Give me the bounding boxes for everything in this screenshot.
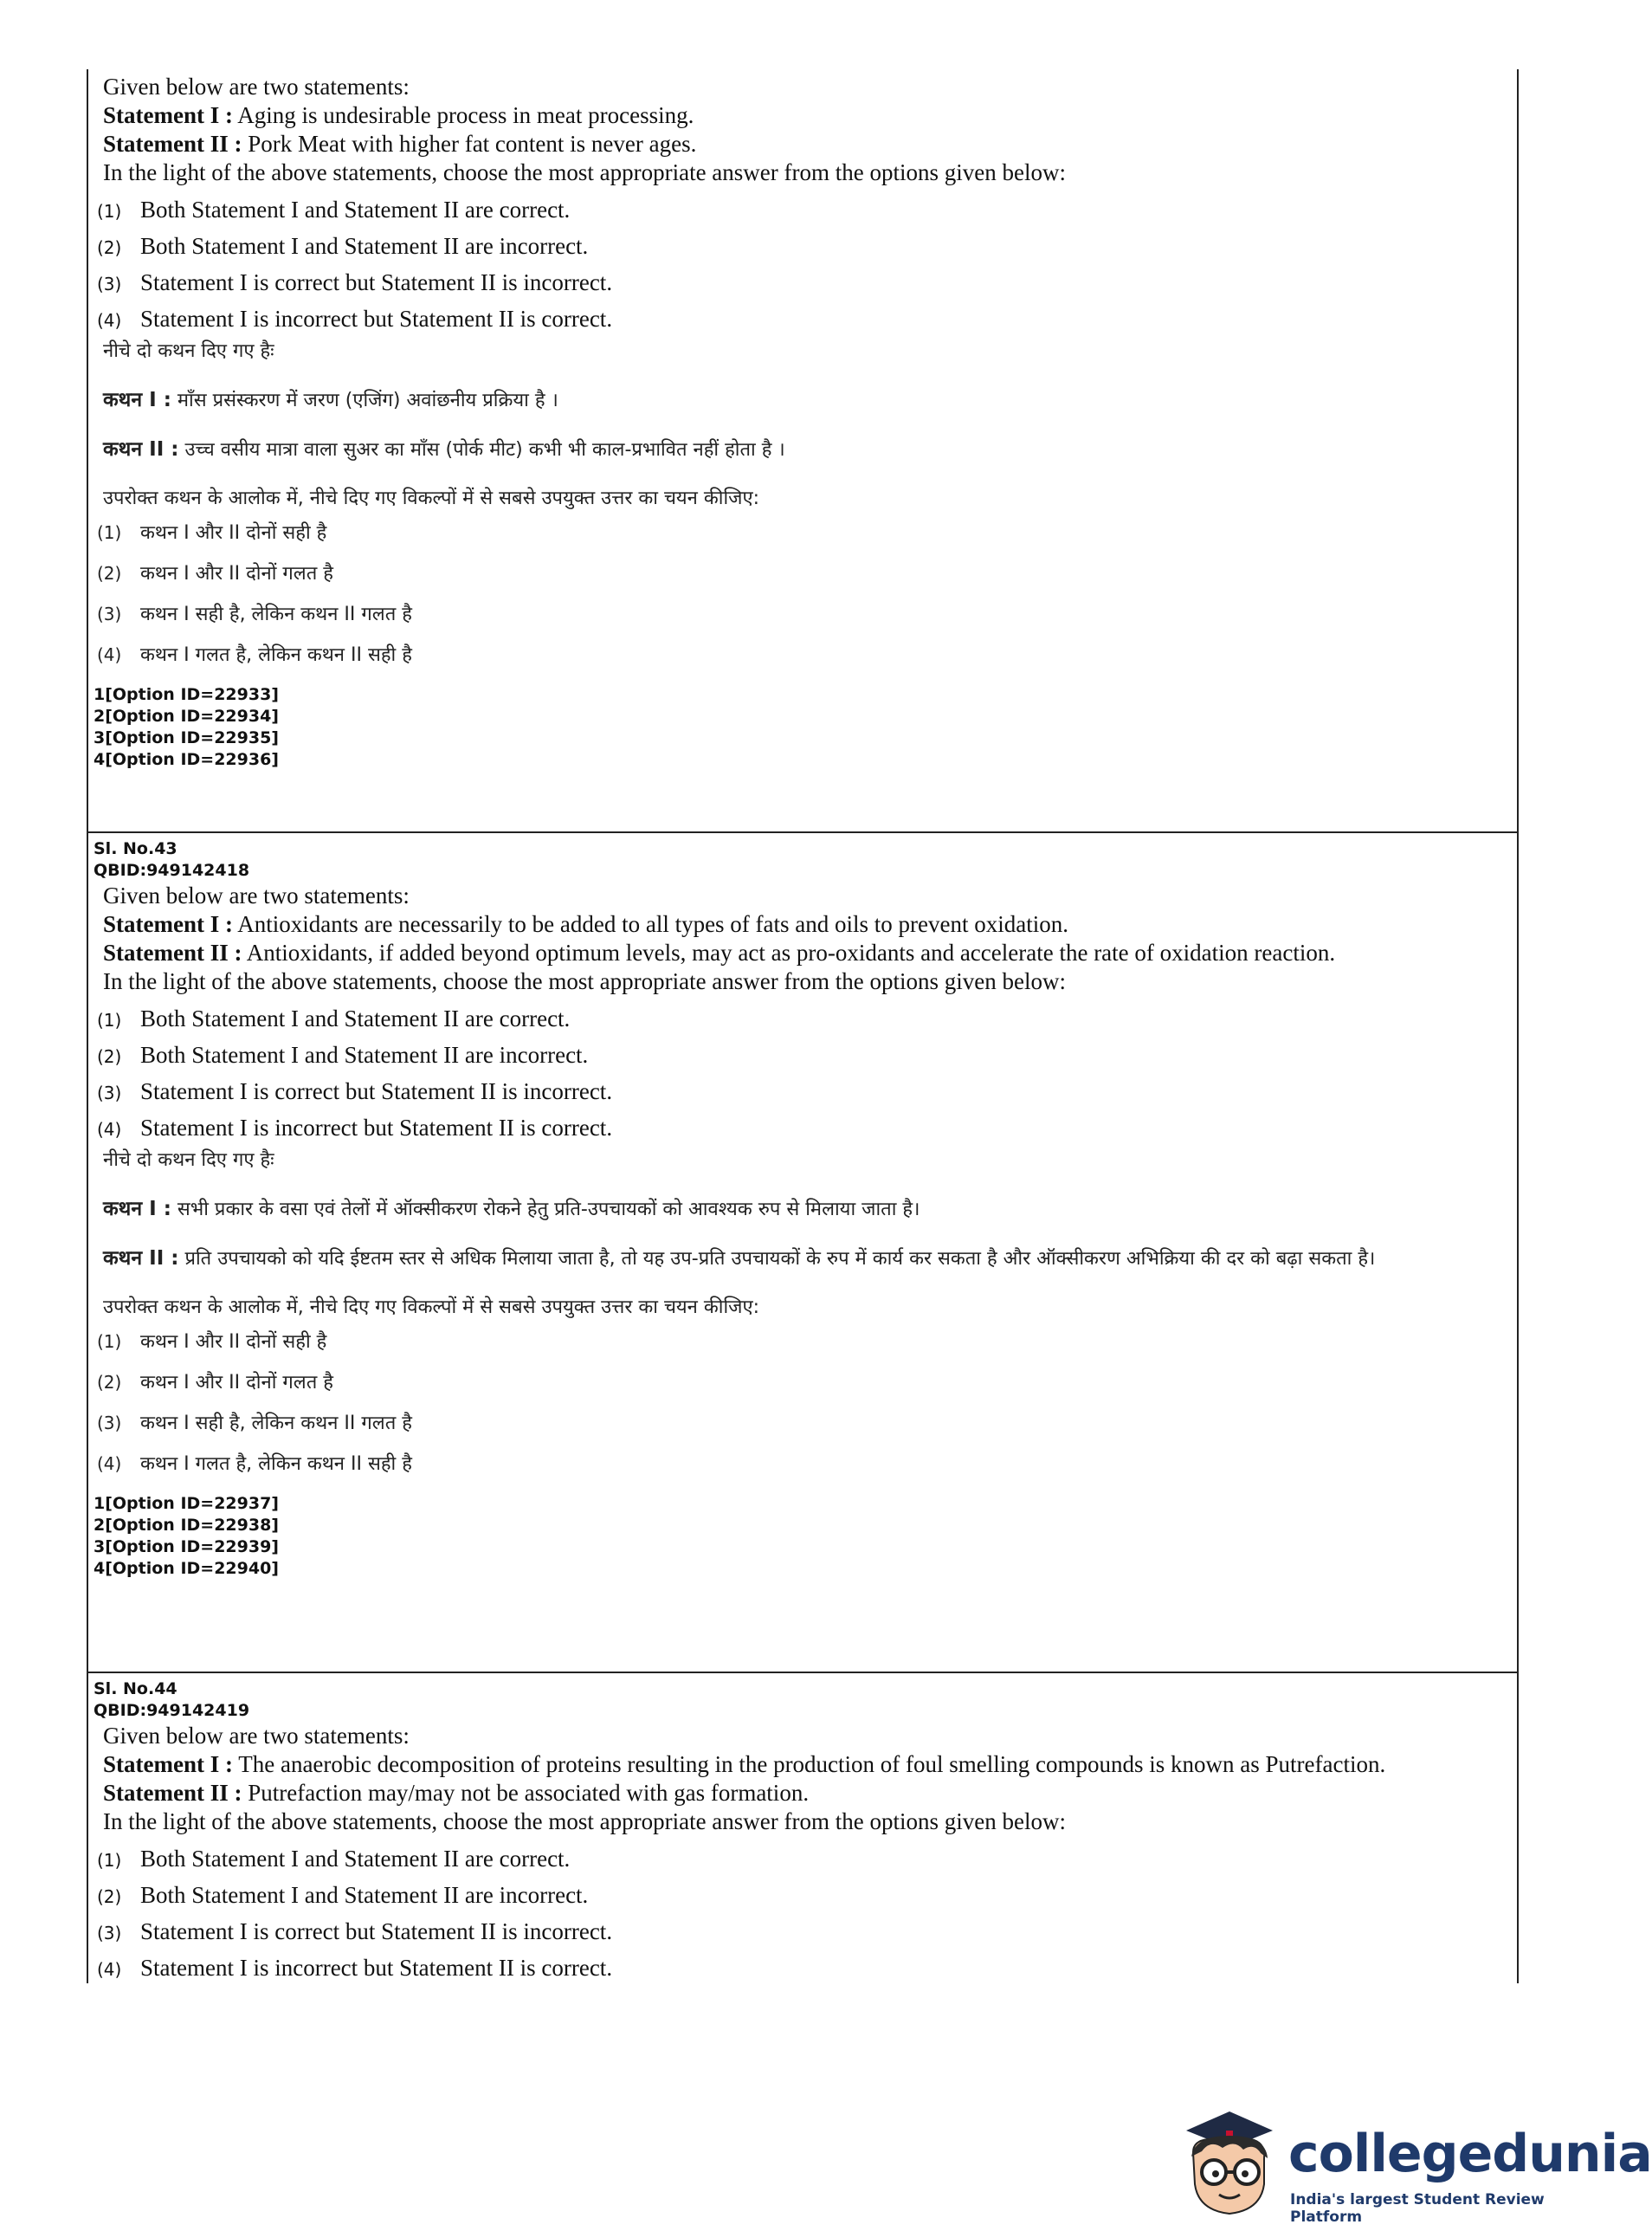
q43-statement-2: Statement II : Antioxidants, if added beyond optimum levels, may act as pro-oxidants and accelerate the rate of oxidation reaction.: [103, 940, 1336, 966]
q42-hi-statement-2: कथन II : उच्च वसीय मात्रा वाला सुअर का माँस (पोर्क मीट) कभी भी काल-प्रभावित नहीं होता है ।: [103, 438, 785, 461]
q42-option-3: (3) Statement I is correct but Statement II is incorrect.: [97, 269, 613, 295]
q43-hi-option-2: (2) कथन I और II दोनों गलत है: [97, 1372, 333, 1394]
q42-option-id-1: 1[Option ID=22933]: [94, 685, 279, 704]
q42-instruction: In the light of the above statements, choose the most appropriate answer from the options given below:: [103, 159, 1066, 185]
q43-option-1: (1) Both Statement I and Statement II are correct.: [97, 1006, 571, 1031]
q44-statement-1: Statement I : The anaerobic decomposition of proteins resulting in the production of foul smelling compounds is known as Putrefaction.: [103, 1751, 1386, 1777]
q44-intro: Given below are two statements:: [103, 1723, 410, 1749]
q42-option-4: (4) Statement I is incorrect but Statement II is correct.: [97, 306, 613, 332]
q44-option-3: (3) Statement I is correct but Statement II is incorrect.: [97, 1918, 613, 1944]
question-frame: [87, 69, 1519, 1983]
q43-option-id-3: 3[Option ID=22939]: [94, 1537, 279, 1556]
q43-option-id-4: 4[Option ID=22940]: [94, 1559, 279, 1578]
q44-qbid: QBID:949142419: [94, 1701, 250, 1720]
q43-slno: Sl. No.43: [94, 839, 177, 858]
collegedunia-logo[interactable]: [1169, 2105, 1652, 2226]
q44-option-4: (4) Statement I is incorrect but Statement II is correct.: [97, 1955, 613, 1981]
q42-hi-option-4: (4) कथन I गलत है, लेकिन कथन II सही है: [97, 644, 412, 666]
q43-hi-option-1: (1) कथन I और II दोनों सही है: [97, 1331, 327, 1353]
question-divider: [88, 1672, 1517, 1673]
q42-option-id-3: 3[Option ID=22935]: [94, 728, 279, 747]
q42-hi-intro: नीचे दो कथन दिए गए हैः: [103, 340, 274, 362]
q42-option-id-4: 4[Option ID=22936]: [94, 750, 279, 769]
q43-instruction: In the light of the above statements, choose the most appropriate answer from the options given below:: [103, 968, 1066, 994]
logo-wordmark: collegedunia: [1288, 2124, 1652, 2184]
q43-hi-option-4: (4) कथन I गलत है, लेकिन कथन II सही है: [97, 1453, 412, 1475]
q44-slno: Sl. No.44: [94, 1679, 177, 1698]
q43-hi-option-3: (3) कथन I सही है, लेकिन कथन II गलत है: [97, 1413, 412, 1434]
q42-option-id-2: 2[Option ID=22934]: [94, 707, 279, 726]
q42-intro: Given below are two statements:: [103, 74, 410, 100]
q43-option-3: (3) Statement I is correct but Statement II is incorrect.: [97, 1078, 613, 1104]
q43-qbid: QBID:949142418: [94, 861, 250, 880]
q44-option-1: (1) Both Statement I and Statement II are correct.: [97, 1846, 571, 1872]
q42-option-2: (2) Both Statement I and Statement II are incorrect.: [97, 233, 589, 259]
q42-hi-instruction: उपरोक्त कथन के आलोक में, नीचे दिए गए विकल्पों में से सबसे उपयुक्त उत्तर का चयन कीजिए:: [103, 488, 760, 509]
q44-statement-2: Statement II : Putrefaction may/may not be associated with gas formation.: [103, 1780, 810, 1806]
q43-hi-instruction: उपरोक्त कथन के आलोक में, नीचे दिए गए विकल्पों में से सबसे उपयुक्त उत्तर का चयन कीजिए:: [103, 1297, 760, 1318]
q42-hi-option-3: (3) कथन I सही है, लेकिन कथन II गलत है: [97, 604, 412, 625]
q44-instruction: In the light of the above statements, choose the most appropriate answer from the options given below:: [103, 1808, 1066, 1834]
q43-statement-1: Statement I : Antioxidants are necessarily to be added to all types of fats and oils to prevent oxidation.: [103, 911, 1068, 937]
q43-option-id-1: 1[Option ID=22937]: [94, 1494, 279, 1513]
q43-hi-statement-2: कथन II : प्रति उपचायको को यदि ईष्टतम स्तर से अधिक मिलाया जाता है, तो यह उप-प्रति उपचायकों के रुप में कार्य कर सकता है और ऑक्सीकरण अभिक्रिया की दर को बढ़ा सकता है।: [103, 1247, 1376, 1270]
question-44: [88, 1678, 1517, 1987]
q42-hi-statement-1: कथन I : माँस प्रसंस्करण में जरण (एजिंग) अवांछनीय प्रक्रिया है ।: [103, 389, 558, 411]
student-mascot-icon: [1169, 2105, 1281, 2226]
q42-statement-1: Statement I : Aging is undesirable process in meat processing.: [103, 102, 694, 128]
question-43: [88, 838, 1517, 1580]
q42-statement-2: Statement II : Pork Meat with higher fat content is never ages.: [103, 131, 697, 157]
q43-option-4: (4) Statement I is incorrect but Statement II is correct.: [97, 1115, 613, 1141]
q43-hi-statement-1: कथन I : सभी प्रकार के वसा एवं तेलों में ऑक्सीकरण रोकने हेतु प्रति-उपचायकों को आवश्यक रुप से मिलाया जाता है।: [103, 1198, 920, 1220]
logo-tagline: India's largest Student Review Platform: [1290, 2191, 1545, 2226]
question-divider: [88, 831, 1517, 833]
q42-hi-option-1: (1) कथन I और II दोनों सही है: [97, 522, 327, 544]
q43-hi-intro: नीचे दो कथन दिए गए हैः: [103, 1149, 274, 1171]
q43-option-id-2: 2[Option ID=22938]: [94, 1516, 279, 1535]
question-42: [88, 73, 1517, 771]
q43-option-2: (2) Both Statement I and Statement II are incorrect.: [97, 1042, 589, 1068]
q43-intro: Given below are two statements:: [103, 883, 410, 909]
q42-hi-option-2: (2) कथन I और II दोनों गलत है: [97, 563, 333, 585]
q42-option-1: (1) Both Statement I and Statement II are correct.: [97, 197, 571, 223]
q44-option-2: (2) Both Statement I and Statement II are incorrect.: [97, 1882, 589, 1908]
